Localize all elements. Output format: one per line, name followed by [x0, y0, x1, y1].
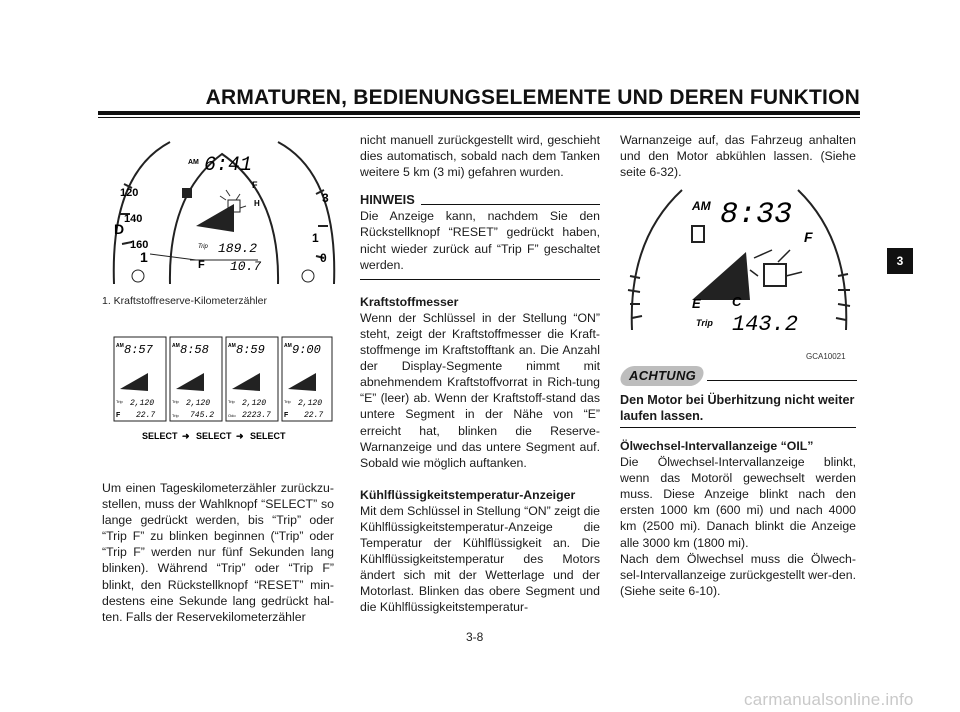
select-label-2: SELECT: [196, 431, 232, 441]
display-panel-4: [282, 337, 332, 421]
svg-text:9:00: 9:00: [292, 343, 321, 357]
display-panel-1: [114, 337, 166, 421]
figure-code: GCA10021: [806, 352, 846, 361]
watermark: carmanualsonline.info: [744, 690, 914, 709]
caution-heading: [621, 366, 857, 388]
svg-text:2,120: 2,120: [298, 399, 323, 408]
svg-text:2,120: 2,120: [130, 399, 155, 408]
caution-heading-rule: [707, 380, 857, 381]
tach-mark-3: 3: [322, 191, 329, 205]
figure-select-sequence: [112, 333, 334, 443]
svg-text:AM: AM: [228, 343, 236, 349]
trip-value: 189.2: [218, 241, 258, 256]
select-arrow-1: ➜: [182, 431, 190, 441]
coolant-text: Mit dem Schlüssel in Stellung “ON” zeigt die Kühlflüssigkeitstemperatur-Anzeige die Temperatur der Kühlflüssigkeit an. Die Kühlflüssigkeitstemperatur des Motors ändert sich mit der Wetterlage und der Motorlast. Blinken das obere Segment und die Kühlflüssigkeitstemperatur-: [360, 503, 600, 615]
svg-text:8:59: 8:59: [236, 343, 265, 357]
fig3-am-label: AM: [692, 199, 711, 213]
fig3-c-mark: C: [732, 294, 742, 309]
tach-mark-0: 0: [320, 251, 327, 265]
trip-f-label: F: [198, 259, 205, 271]
svg-text:22.7: 22.7: [136, 411, 156, 420]
note-end-rule: [360, 279, 600, 280]
fuel-temp-illustration: [622, 180, 858, 332]
svg-text:22.7: 22.7: [304, 411, 324, 420]
oil-text-2: Nach dem Ölwechsel muss die Ölwech-sel-Intervallanzeige zurückgestellt wer-den. (Siehe seite 6-10).: [620, 551, 856, 598]
fuel-gauge-text: Wenn der Schlüssel in der Stellung “ON” steht, zeigt der Kraftstoffmesser die Kraft-stoffmenge im Kraftstofftank an. Die Anzahl der Display-Segmente nimmt mit abnehmendem Kraftstoffvorrat in Rich-tung “E” (leer) ab. Wenn der Kraftstoff-stand das untere Segment in der Nähe von “E” erreicht hat, blinken die Reserve-Warnanzeige und das untere Segment auf. Sobald wie möglich auftanken.: [360, 310, 600, 470]
caution-end-rule: [620, 427, 856, 428]
header-rule: [98, 111, 860, 115]
speed-scale-160: 160: [130, 239, 149, 251]
speed-scale-120: 120: [120, 187, 139, 199]
svg-text:Trip: Trip: [116, 399, 123, 404]
select-arrow-2: ➜: [236, 431, 244, 441]
figure1-caption: 1. Kraftstoffreserve-Kilometerzähler: [102, 295, 267, 307]
fuel-gauge-heading: Kraftstoffmesser: [360, 294, 459, 309]
caution-text: Den Motor bei Überhitzung nicht weiter laufen lassen.: [620, 393, 855, 423]
svg-text:2223.7: 2223.7: [242, 411, 271, 420]
clock-am-label: AM: [188, 159, 199, 166]
svg-text:D: D: [114, 221, 125, 237]
trip-f-value: 10.7: [230, 259, 262, 274]
fuel-f-mark: F: [252, 180, 258, 190]
svg-text:Trip: Trip: [284, 399, 291, 404]
figure-fuel-temp-display: [622, 180, 858, 332]
fig3-clock: 8:33: [720, 198, 793, 232]
trip-label: Trip: [198, 244, 208, 250]
display-panel-3: [226, 337, 278, 421]
figure1-callout: 1: [140, 249, 148, 265]
note-heading: HINWEIS: [360, 192, 415, 208]
chapter-tab: 3: [887, 248, 913, 274]
temp-h-mark: H: [254, 199, 260, 208]
col1-paragraph: Um einen Tageskilometerzähler zurückzu-stellen, muss der Wahlknopf “SELECT” so lange gedrückt werden, bis “Trip” oder “Trip F” zu blinken beginnen (“Trip” oder “Trip F” werden nur fünf Sekunden lang blinken). Während “Trip” oder “Trip F” blinkt, den Rückstellknopf “RESET” min-destens eine Sekunde lang gedrückt hal-ten. Falls der Reservekilometerzähler: [102, 481, 334, 624]
select-sequence-illustration: [112, 333, 334, 443]
caution-badge-label: ACHTUNG: [629, 368, 697, 383]
svg-text:Trip: Trip: [228, 399, 235, 404]
column-1: [102, 480, 334, 625]
speed-scale-140: 140: [124, 213, 143, 225]
fig3-f-mark: F: [804, 229, 813, 245]
col3-paragraph-1: Warnanzeige auf, das Fahrzeug anhalten und den Motor abkühlen lassen. (Siehe seite 6-32).: [620, 133, 856, 180]
oil-text: Die Ölwechsel-Intervallanzeige blinkt, wenn das Motoröl gewechselt werden muss. Diese Anzeige blinkt nach den ersten 1000 km (600 mi) und nach 4000 km (2500 mi). Danach blinkt die Anzeige alle 3000 km (1800 mi).: [620, 455, 856, 550]
svg-text:Trip: Trip: [172, 399, 179, 404]
header-rule-thin: [98, 117, 860, 118]
coolant-heading: Kühlflüssigkeitstemperatur-Anzeiger: [360, 487, 576, 502]
oil-heading: Ölwechsel-Intervallanzeige “OIL”: [620, 439, 814, 453]
fig3-trip-value: 143.2: [732, 312, 799, 332]
svg-text:2,120: 2,120: [242, 399, 267, 408]
column-3-top: [620, 132, 856, 180]
note-text: Die Anzeige kann, nachdem Sie den Rückstellknopf “RESET” gedrückt haben, nicht wieder zurück auf “Trip F” geschaltet werden.: [360, 209, 600, 272]
svg-text:8:58: 8:58: [180, 343, 209, 357]
svg-text:AM: AM: [172, 343, 180, 349]
svg-text:F: F: [116, 412, 121, 419]
display-panel-2: [170, 337, 222, 421]
svg-text:AM: AM: [116, 343, 124, 349]
col2-paragraph-1: nicht manuell zurückgestellt wird, geschieht dies automatisch, sobald nach dem Tanken weitere 5 km (3 mi) gefahren wurden.: [360, 133, 600, 180]
figure-instrument-cluster: [110, 134, 338, 286]
column-2: [360, 132, 600, 616]
note-heading-rule: [421, 204, 600, 205]
fig3-trip-label: Trip: [696, 318, 713, 328]
tach-mark-1: 1: [312, 231, 319, 245]
note-heading-row: [360, 192, 600, 208]
svg-text:2,120: 2,120: [186, 399, 211, 408]
instrument-cluster-illustration: [110, 134, 338, 286]
svg-text:AM: AM: [284, 343, 292, 349]
clock-display: 6:41: [204, 154, 253, 177]
select-label-1: SELECT: [142, 431, 178, 441]
page-header-title: ARMATUREN, BEDIENUNGSELEMENTE UND DEREN FUNKTION: [205, 86, 860, 109]
column-3-bottom: [620, 438, 856, 599]
svg-text:745.2: 745.2: [190, 411, 215, 420]
svg-text:Odo: Odo: [228, 413, 236, 418]
svg-text:Trip: Trip: [172, 413, 179, 418]
svg-text:8:57: 8:57: [124, 343, 153, 357]
fig3-e-mark: E: [692, 296, 701, 311]
select-label-3: SELECT: [250, 431, 286, 441]
svg-text:F: F: [284, 412, 289, 419]
page-number: 3-8: [466, 630, 484, 644]
